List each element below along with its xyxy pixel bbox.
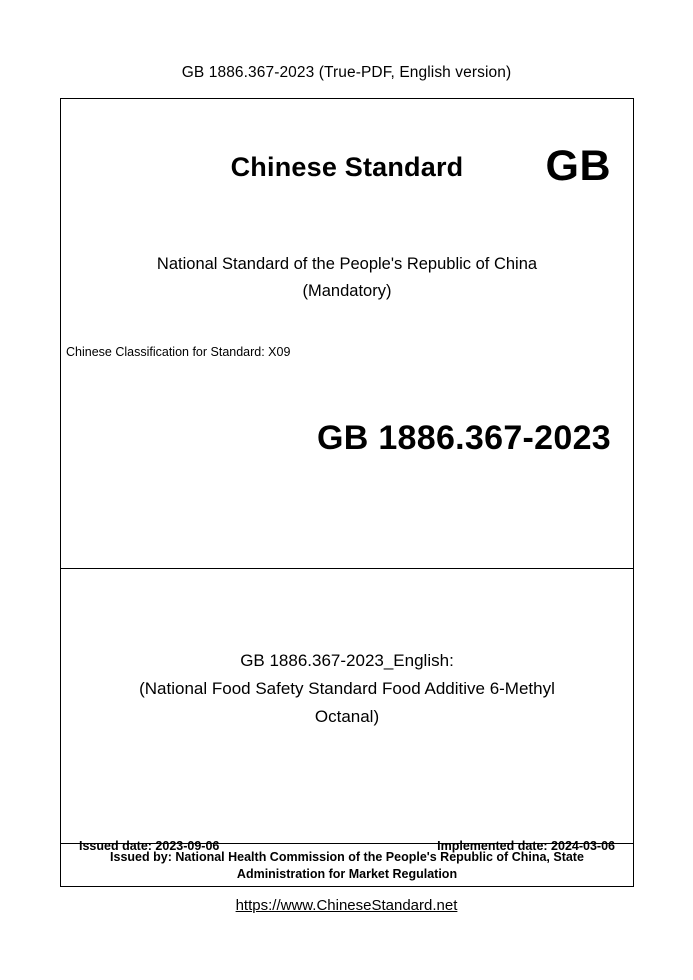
issued-date: Issued date: 2023-09-06 <box>79 839 220 853</box>
standard-title-block <box>61 647 633 731</box>
cover-heading: Chinese Standard <box>230 152 464 182</box>
cover-lower-section <box>61 569 633 885</box>
document-top-caption: GB 1886.367-2023 (True-PDF, English version) <box>181 64 512 81</box>
standard-title-line-2: (National Food Safety Standard Food Additive 6-Methyl <box>139 679 555 698</box>
footer-url[interactable]: https://www.ChineseStandard.net <box>235 897 458 914</box>
national-standard-line-1: National Standard of the People's Republic of China <box>156 255 538 273</box>
standard-number: GB 1886.367-2023 <box>316 419 611 457</box>
standard-title-line-1: GB 1886.367-2023_English: <box>240 651 454 670</box>
gb-logo: GB <box>545 142 611 190</box>
national-standard-line-2: (Mandatory) <box>302 282 392 300</box>
classification-code: Chinese Classification for Standard: X09 <box>66 345 291 359</box>
standard-title-line-3: Octanal) <box>314 707 380 726</box>
implemented-date: Implemented date: 2024-03-06 <box>437 839 615 853</box>
cover-upper-section <box>61 99 633 569</box>
cover-frame <box>60 98 634 887</box>
issued-by-block: Issued by: National Health Commission of the People's Republic of China, State Administration for Market Regulation <box>60 843 634 887</box>
